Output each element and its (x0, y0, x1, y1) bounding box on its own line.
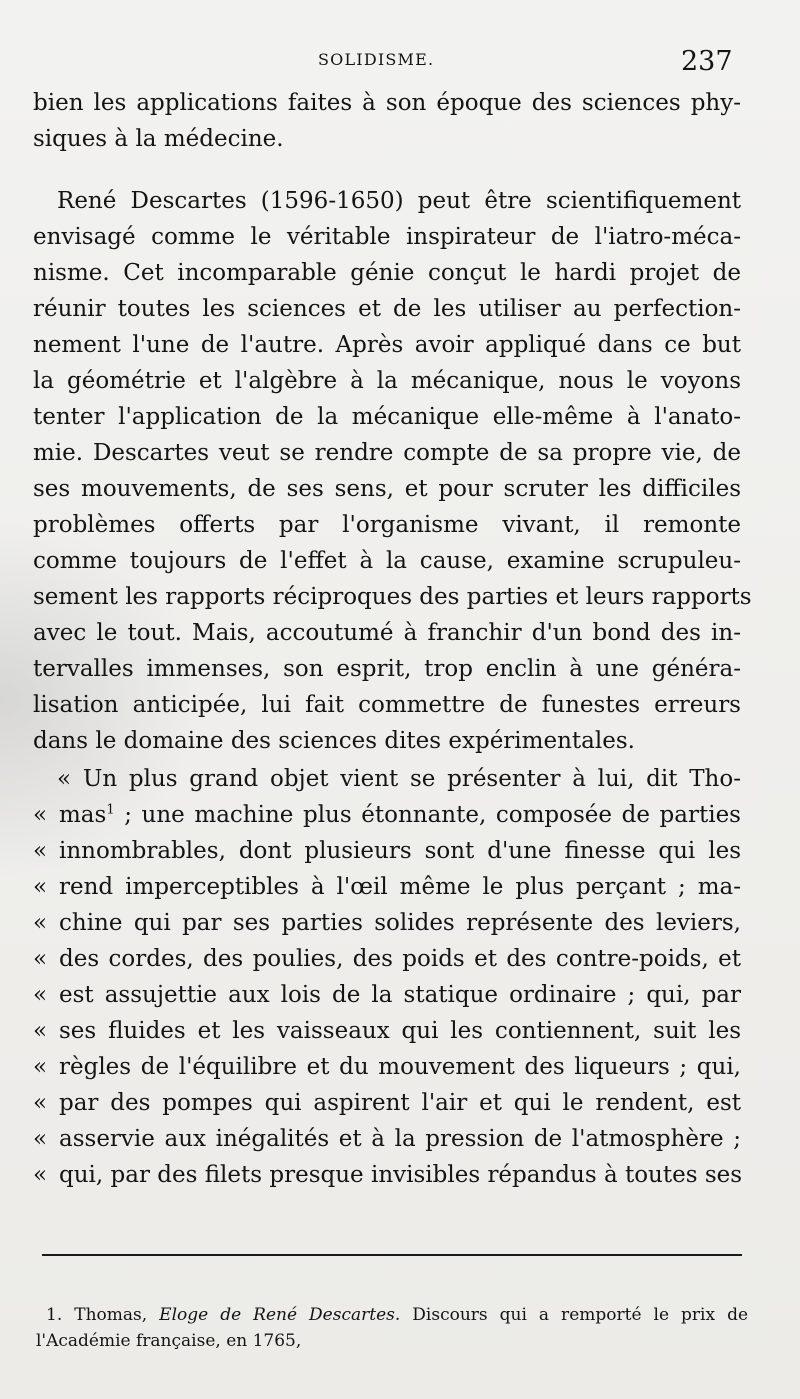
quote-mark: « (33, 874, 48, 900)
text-line: dans le domaine des sciences dites expérimentales. (33, 728, 635, 754)
text-line: problèmes offerts par l'organisme vivant, il remonte (33, 512, 741, 538)
footnote-divider (42, 1254, 742, 1256)
text-line: envisagé comme le véritable inspirateur de l'iatro-méca- (33, 224, 741, 250)
quote-line (57, 762, 741, 796)
quote-mark: « (33, 1090, 48, 1116)
text-line: la géométrie et l'algèbre à la mécanique, nous le voyons (33, 368, 741, 394)
quote-mark: « (33, 1054, 48, 1080)
quote-mark: « (33, 1162, 48, 1188)
footnote-text: Discours qui a remporté le prix de (412, 1305, 749, 1325)
quote-line (33, 1158, 741, 1192)
running-title: SOLIDISME. (318, 50, 435, 69)
quote-mark: « (33, 1018, 48, 1044)
text-line: sement les rapports réciproques des parties et leurs rapports (33, 584, 752, 610)
quote-text: des cordes, des poulies, des poids et des contre-poids, et (59, 946, 741, 972)
text-line: tervalles immenses, son esprit, trop enclin à une généra- (33, 656, 741, 682)
text-line: comme toujours de l'effet à la cause, examine scrupuleu- (33, 548, 741, 574)
quote-line (33, 798, 741, 832)
quote-text: rend imperceptibles à l'œil même le plus perçant ; ma- (59, 874, 741, 900)
quote-line (33, 1050, 741, 1084)
text-line: réunir toutes les sciences et de les utiliser au perfection- (33, 296, 741, 322)
quote-text: ; une machine plus étonnante, composée de parties (114, 802, 741, 828)
quote-text: qui, par des filets presque invisibles répandus à toutes ses (59, 1162, 743, 1188)
text-line: bien les applications faites à son époque des sciences phy- (33, 90, 741, 116)
quote-line (33, 834, 741, 868)
text-line: nement l'une de l'autre. Après avoir appliqué dans ce but (33, 332, 741, 358)
footnote-title: Eloge de René Descartes. (159, 1305, 401, 1325)
quote-text: règles de l'équilibre et du mouvement des liqueurs ; qui, (59, 1054, 741, 1080)
quote-text: innombrables, dont plusieurs sont d'une finesse qui les (59, 838, 741, 864)
footnote-continuation: l'Académie française, en 1765, (36, 1331, 302, 1351)
text-line: René Descartes (1596-1650) peut être scientifiquement (57, 188, 741, 214)
quote-text: asservie aux inégalités et à la pression de l'atmosphère ; (59, 1126, 741, 1152)
text-line: avec le tout. Mais, accoutumé à franchir d'un bond des in- (33, 620, 741, 646)
quote-mark: « (33, 910, 48, 936)
quote-text: Un plus grand objet vient se présenter à lui, dit Tho- (83, 766, 741, 792)
quote-mark: « (33, 838, 48, 864)
quote-text: est assujettie aux lois de la statique ordinaire ; qui, par (59, 982, 741, 1008)
footnote-number: 1. (46, 1305, 63, 1325)
quote-text: mas (59, 802, 107, 828)
quote-line (33, 870, 741, 904)
footnote-author: Thomas, (74, 1305, 148, 1325)
quote-mark: « (33, 1126, 48, 1152)
footnote-reference[interactable]: 1 (106, 802, 115, 818)
quote-mark: « (33, 982, 48, 1008)
quote-line (33, 1122, 741, 1156)
text-line: siques à la médecine. (33, 126, 284, 152)
quote-text: ses fluides et les vaisseaux qui les contiennent, suit les (59, 1018, 741, 1044)
quote-line (33, 906, 741, 940)
text-line: nisme. Cet incomparable génie conçut le hardi projet de (33, 260, 741, 286)
text-line: lisation anticipée, lui fait commettre de funestes erreurs (33, 692, 741, 718)
footnote (36, 1304, 748, 1326)
quote-line (33, 978, 741, 1012)
quote-text: par des pompes qui aspirent l'air et qui le rendent, est (59, 1090, 741, 1116)
text-line: ses mouvements, de ses sens, et pour scruter les difficiles (33, 476, 741, 502)
quote-mark: « (33, 802, 48, 828)
quote-line (33, 1014, 741, 1048)
text-line: mie. Descartes veut se rendre compte de sa propre vie, de (33, 440, 741, 466)
quote-line (33, 1086, 741, 1120)
text-line: tenter l'application de la mécanique elle-même à l'anato- (33, 404, 741, 430)
quote-line (33, 942, 741, 976)
quote-text: chine qui par ses parties solides représente des leviers, (59, 910, 741, 936)
page-number: 237 (681, 46, 733, 77)
quote-mark: « (33, 946, 48, 972)
quote-mark: « (57, 766, 72, 792)
